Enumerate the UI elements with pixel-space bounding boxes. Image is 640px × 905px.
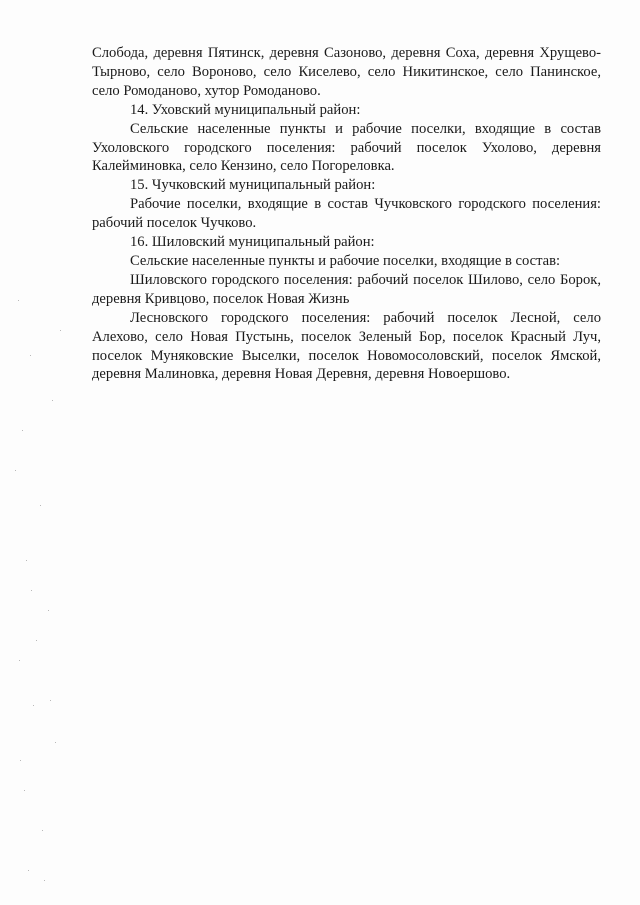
scan-speckle	[33, 705, 34, 706]
scan-speckle	[26, 560, 27, 561]
section-heading-15: 15. Чучковский муниципальный район:	[130, 177, 376, 194]
scan-speckle	[30, 355, 31, 356]
section-heading-16: 16. Шиловский муниципальный район:	[130, 234, 375, 251]
scan-speckle	[19, 660, 20, 661]
paragraph-continuation: Слобода, деревня Пятинск, деревня Сазоново, деревня Соха, деревня Хрущево-Тырново, село Вороново, село Киселево, село Никитинское, село Панинское, село Ромоданово, хутор Ромоданово.	[92, 45, 601, 99]
scan-speckle	[48, 610, 49, 611]
scan-speckle	[31, 590, 32, 591]
scan-speckle	[28, 870, 29, 871]
paragraph-section-15: Рабочие поселки, входящие в состав Чучковского городского поселения: рабочий поселок Чучково.	[92, 196, 601, 232]
document-body	[92, 44, 601, 384]
scan-speckle	[36, 640, 37, 641]
scan-speckle	[60, 330, 61, 331]
scan-speckle	[20, 760, 21, 761]
scan-speckle	[22, 430, 23, 431]
scan-speckle	[40, 505, 41, 506]
scan-speckle	[18, 300, 19, 301]
scan-speckle	[15, 470, 16, 471]
scan-speckle	[24, 790, 25, 791]
paragraph-lesnovo-settlement: Лесновского городского поселения: рабочий поселок Лесной, село Алехово, село Новая Пустынь, поселок Зеленый Бор, поселок Красный Луч, поселок Муняковские Выселки, поселок Новомосоловский, поселок Ямской, деревня Малиновка, деревня Новая Деревня, деревня Новоершово.	[92, 309, 601, 383]
scan-speckle	[55, 742, 56, 743]
scan-speckle	[52, 400, 53, 401]
paragraph-section-16-intro: Сельские населенные пункты и рабочие поселки, входящие в состав:	[130, 252, 561, 269]
paragraph-shilovo-settlement: Шиловского городского поселения: рабочий поселок Шилово, село Борок, деревня Кривцово, поселок Новая Жизнь	[92, 271, 601, 307]
section-heading-14: 14. Уховский муниципальный район:	[130, 101, 361, 118]
scan-speckle	[44, 880, 45, 881]
paragraph-section-14: Сельские населенные пункты и рабочие поселки, входящие в состав Ухоловского городского поселения: рабочий поселок Ухолово, деревня Калейминовка, село Кензино, село Погореловка.	[92, 120, 601, 175]
scan-speckle	[42, 830, 43, 831]
scan-speckle	[50, 700, 51, 701]
